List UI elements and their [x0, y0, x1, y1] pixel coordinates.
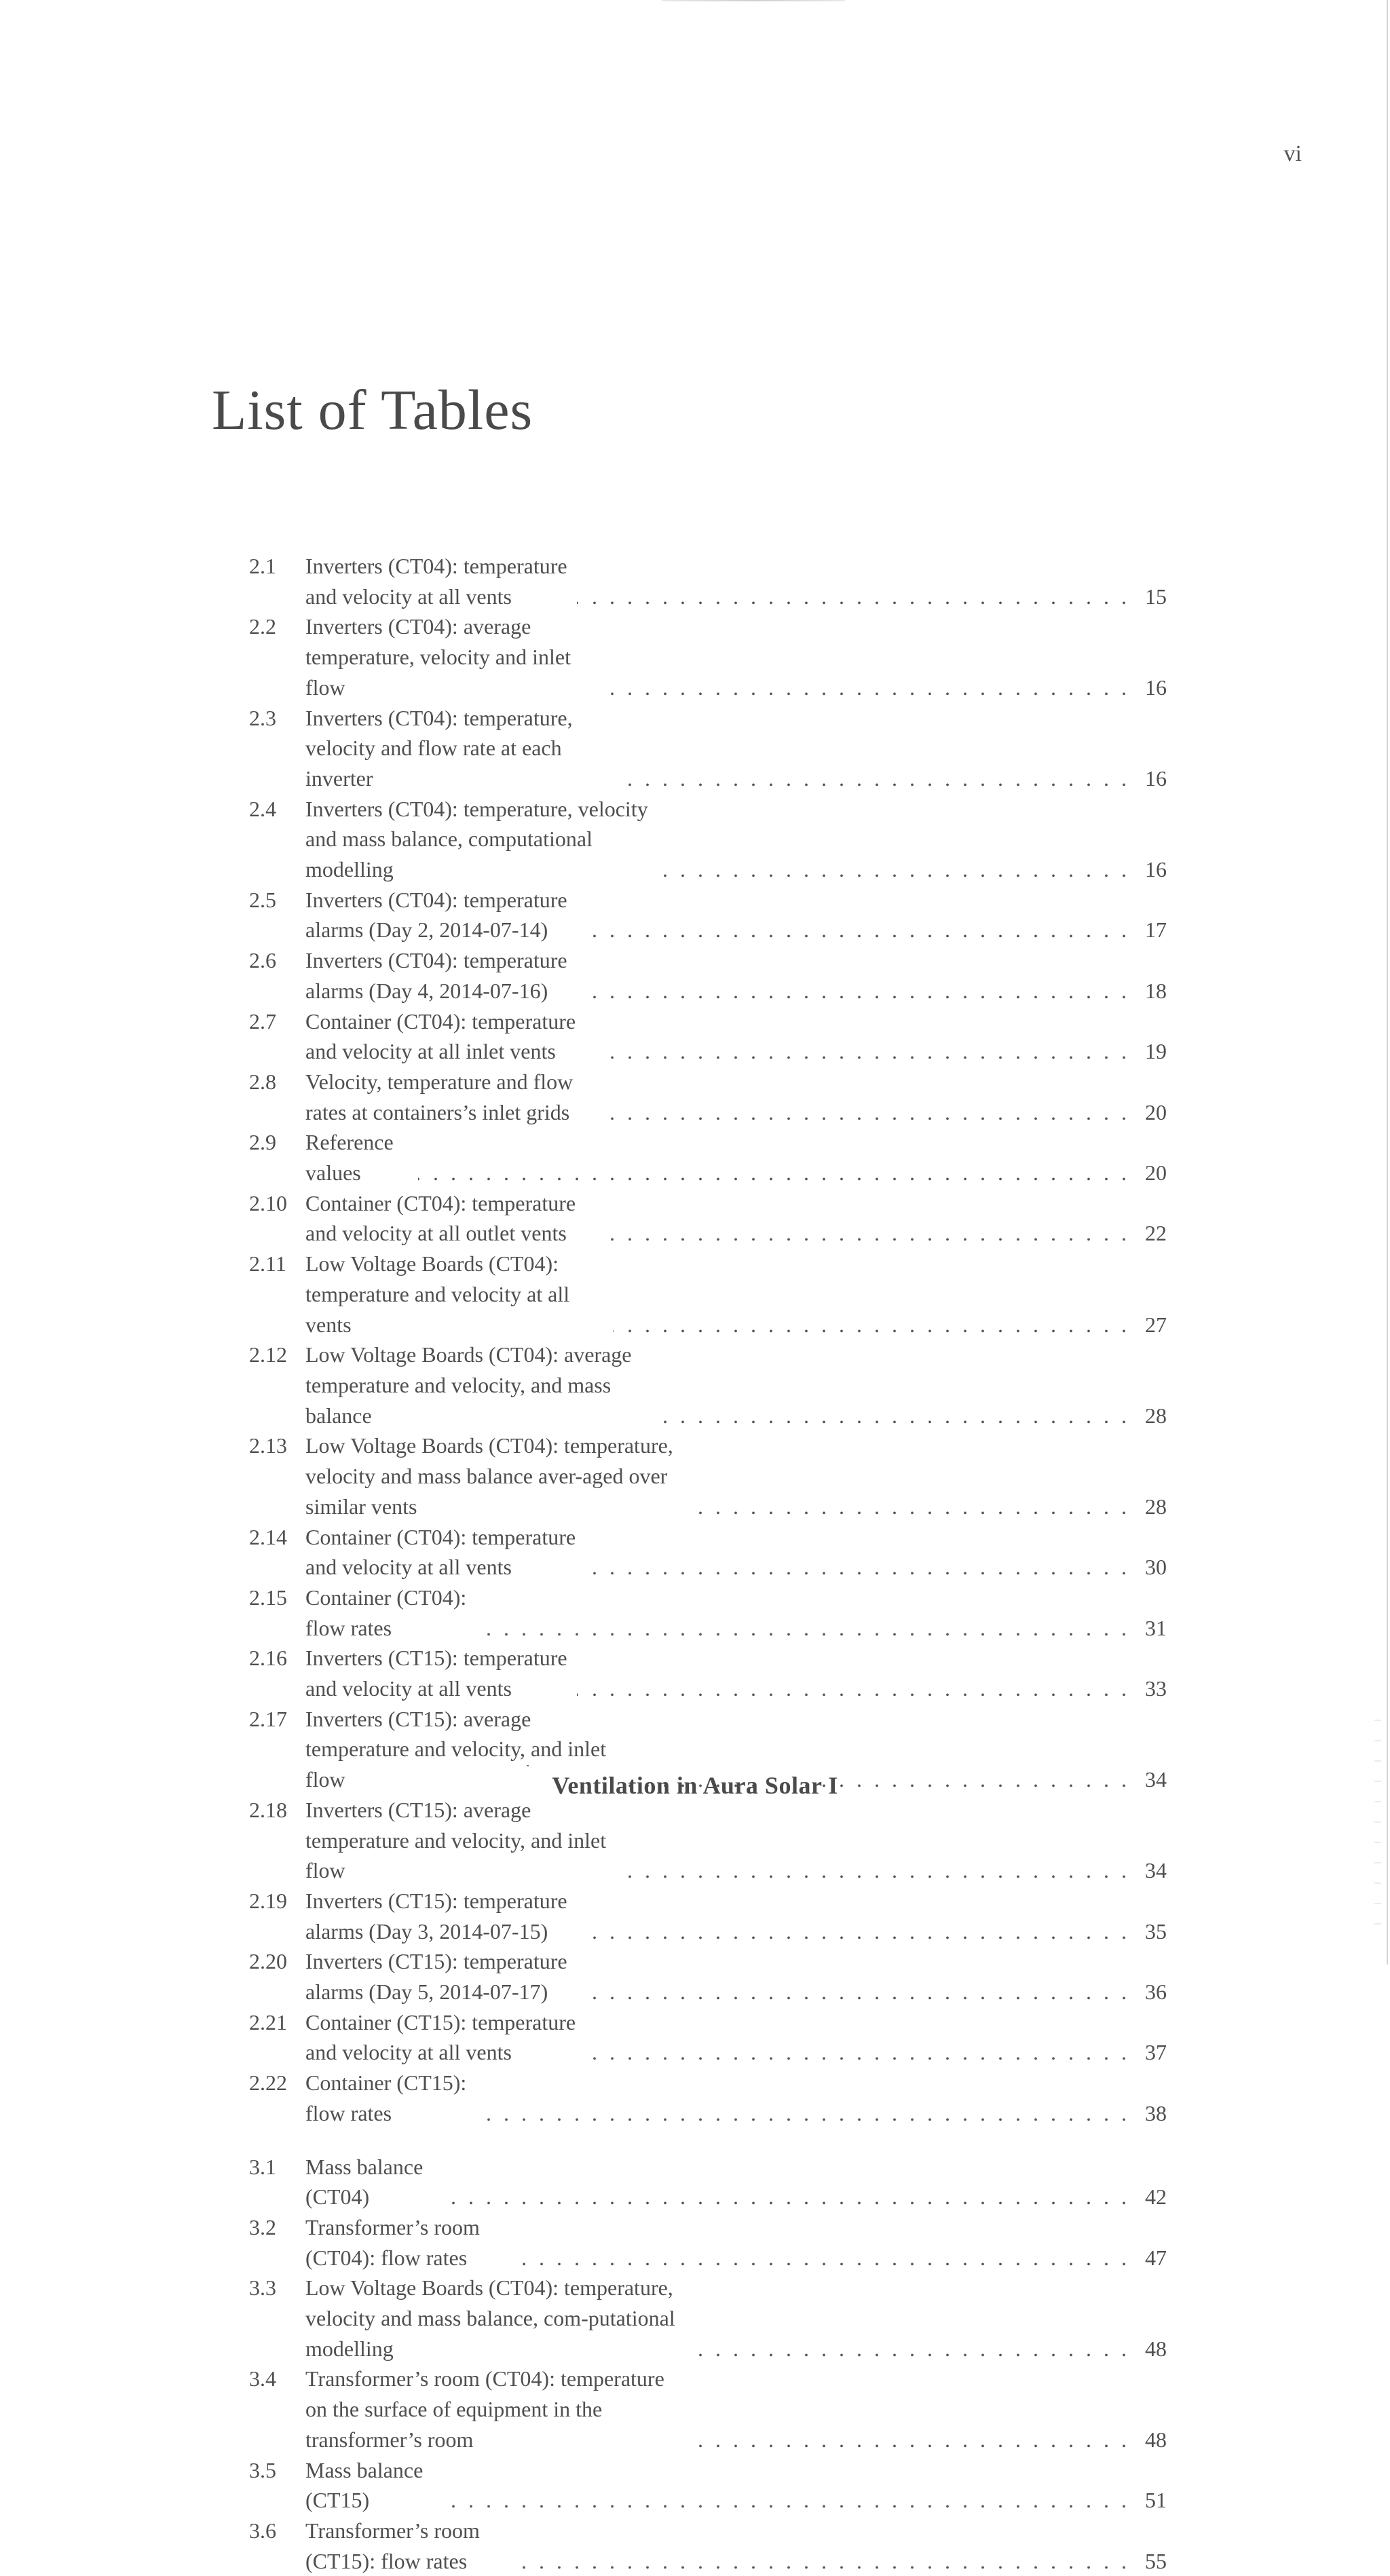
page-number: vi	[1283, 141, 1302, 166]
chapter-3-group	[249, 2152, 1167, 2576]
entry-body	[305, 1643, 1140, 1703]
entry-body	[305, 1886, 1140, 1946]
table-number: 2.3	[249, 705, 276, 730]
table-number: 2.20	[249, 1949, 287, 1974]
dot-leader	[622, 763, 1140, 794]
table-caption[interactable]: Reference values	[305, 1130, 394, 1186]
page-reference[interactable]: 28	[1145, 1403, 1167, 1428]
table-number: 2.14	[249, 1524, 287, 1549]
table-caption[interactable]: Inverters (CT04): average temperature, velocity and inlet flow	[305, 614, 571, 700]
table-number: 3.6	[249, 2518, 276, 2543]
table-number: 2.19	[249, 1888, 287, 1913]
dot-leader	[590, 976, 1140, 1006]
entry-body	[305, 1583, 1140, 1643]
list-item[interactable]	[249, 703, 1167, 794]
list-item[interactable]	[249, 1340, 1167, 1431]
dot-leader	[614, 1855, 1140, 1886]
dot-leader	[522, 2546, 1140, 2576]
entry-body	[305, 2068, 1140, 2128]
list-item[interactable]	[249, 1188, 1167, 1249]
page-reference[interactable]: 34	[1145, 1858, 1167, 1883]
list-item[interactable]	[249, 1795, 1167, 1886]
table-number: 2.5	[249, 887, 276, 912]
page-reference[interactable]: 20	[1145, 1099, 1167, 1124]
list-item[interactable]	[249, 2152, 1167, 2212]
table-caption[interactable]: Transformer’s room (CT15): flow rates	[305, 2518, 480, 2573]
page-reference[interactable]: 33	[1145, 1676, 1167, 1701]
table-caption[interactable]: Inverters (CT15): average temperature and velocity, and inlet flow	[305, 1797, 607, 1883]
table-caption[interactable]: Container (CT04): temperature and velocity at all vents	[305, 1524, 576, 1580]
scan-mark	[527, 1765, 529, 1766]
dot-leader	[418, 1158, 1140, 1188]
page-reference[interactable]: 42	[1145, 2184, 1167, 2210]
page-reference[interactable]: 48	[1145, 2427, 1167, 2452]
table-number: 3.5	[249, 2457, 276, 2482]
table-number: 2.9	[249, 1130, 276, 1155]
table-caption[interactable]: Transformer’s room (CT04): flow rates	[305, 2214, 480, 2270]
entry-body	[305, 794, 1140, 885]
chapter-2-group	[249, 551, 1167, 2129]
page-reference[interactable]: 15	[1145, 584, 1167, 609]
table-caption[interactable]: Inverters (CT04): temperature alarms (Day 4, 2014-07-16)	[305, 948, 567, 1003]
dot-leader	[600, 1218, 1140, 1249]
entry-body	[305, 1006, 1140, 1067]
table-number: 2.6	[249, 948, 276, 973]
list-item[interactable]	[249, 2455, 1167, 2516]
dot-leader	[580, 1552, 1140, 1583]
table-number: 2.15	[249, 1585, 287, 1610]
list-item[interactable]	[249, 611, 1167, 702]
page-reference[interactable]: 27	[1145, 1312, 1167, 1337]
table-number: 3.4	[249, 2366, 276, 2391]
table-number: 2.21	[249, 2009, 287, 2034]
dot-leader	[577, 582, 1140, 612]
table-number: 2.13	[249, 1433, 287, 1458]
entry-body	[305, 1431, 1140, 1521]
page-reference[interactable]: 48	[1145, 2336, 1167, 2361]
page-reference[interactable]: 16	[1145, 857, 1167, 882]
table-caption[interactable]: Inverters (CT15): temperature alarms (Day 5, 2014-07-17)	[305, 1949, 567, 2005]
table-number: 2.18	[249, 1797, 287, 1822]
entry-body	[305, 2212, 1140, 2273]
dot-leader	[478, 2098, 1140, 2129]
table-caption[interactable]: Inverters (CT15): temperature and velocity at all vents	[305, 1646, 567, 1701]
entry-body	[305, 2273, 1140, 2364]
table-caption[interactable]: Inverters (CT15): average temperature and velocity, and inlet flow	[305, 1706, 607, 1792]
table-number: 2.22	[249, 2070, 287, 2096]
scan-top-edge	[662, 0, 845, 1]
entry-body	[305, 1795, 1140, 1886]
table-number: 2.1	[249, 554, 276, 578]
dot-leader	[600, 1097, 1140, 1128]
dot-leader	[654, 1401, 1140, 1431]
page-reference[interactable]: 20	[1145, 1160, 1167, 1186]
table-caption[interactable]: Container (CT15): flow rates	[305, 2070, 467, 2125]
dot-leader	[590, 1977, 1140, 2007]
page-reference[interactable]: 38	[1145, 2100, 1167, 2125]
list-item[interactable]	[249, 1431, 1167, 1521]
page-reference[interactable]: 17	[1145, 917, 1167, 943]
list-item[interactable]	[249, 1127, 1167, 1188]
table-caption[interactable]: Inverters (CT15): temperature alarms (Day 3, 2014-07-15)	[305, 1888, 567, 1944]
list-item[interactable]	[249, 2007, 1167, 2068]
dot-leader	[522, 2243, 1140, 2273]
list-item[interactable]	[249, 945, 1167, 1006]
list-item[interactable]	[249, 1067, 1167, 1127]
dot-leader	[441, 2182, 1140, 2212]
table-number: 2.2	[249, 614, 276, 639]
table-caption[interactable]: Inverters (CT04): temperature, velocity and mass balance, computational modelling	[305, 796, 648, 882]
list-of-tables	[249, 551, 1167, 2576]
dot-leader	[590, 915, 1140, 945]
dot-leader	[687, 2425, 1140, 2455]
table-number: 2.10	[249, 1190, 287, 1215]
table-caption[interactable]: Velocity, temperature and flow rates at containers’s inlet grids	[305, 1069, 574, 1124]
page-reference[interactable]: 35	[1145, 1918, 1167, 1944]
dot-leader	[596, 1036, 1140, 1067]
dot-leader	[590, 1916, 1140, 1947]
document-footer-title: Ventilation in Aura Solar I	[552, 1772, 838, 1799]
table-number: 3.3	[249, 2275, 276, 2300]
table-number: 2.17	[249, 1706, 287, 1731]
dot-leader	[478, 1613, 1140, 1644]
list-item[interactable]	[249, 1946, 1167, 2007]
dot-leader	[613, 1310, 1140, 1340]
list-item[interactable]	[249, 1583, 1167, 1643]
entry-body	[305, 1127, 1140, 1188]
entry-body	[305, 2007, 1140, 2068]
page-reference[interactable]: 47	[1145, 2245, 1167, 2270]
table-number: 2.7	[249, 1008, 276, 1034]
entry-body	[305, 1946, 1140, 2007]
page-reference[interactable]: 18	[1145, 978, 1167, 1003]
page-reference[interactable]: 30	[1145, 1555, 1167, 1580]
dot-leader	[441, 2485, 1140, 2516]
table-caption[interactable]: Mass balance (CT15)	[305, 2457, 424, 2513]
table-number: 3.2	[249, 2214, 276, 2239]
dot-leader	[580, 2037, 1140, 2068]
entry-body	[305, 703, 1140, 794]
page-reference[interactable]: 16	[1145, 765, 1167, 791]
entry-body	[305, 885, 1140, 945]
entry-body	[305, 611, 1140, 702]
list-item[interactable]	[249, 2212, 1167, 2273]
page-reference[interactable]: 31	[1145, 1615, 1167, 1640]
table-caption[interactable]: Container (CT04): temperature and velocity at all outlet vents	[305, 1190, 576, 1246]
list-item[interactable]	[249, 885, 1167, 945]
table-caption[interactable]: Container (CT15): temperature and velocity at all vents	[305, 2009, 576, 2065]
list-item[interactable]	[249, 1249, 1167, 1340]
table-number: 2.4	[249, 796, 276, 821]
page-reference[interactable]: 19	[1145, 1039, 1167, 1064]
page-reference[interactable]: 51	[1145, 2488, 1167, 2513]
table-number: 2.8	[249, 1069, 276, 1094]
entry-body	[305, 1340, 1140, 1431]
list-item[interactable]	[249, 1006, 1167, 1067]
entry-body	[305, 2364, 1140, 2455]
scan-right-edge	[1387, 0, 1388, 1965]
list-item[interactable]	[249, 1643, 1167, 1703]
table-caption[interactable]: Low Voltage Boards (CT04): temperature, velocity and mass balance aver-aged over similar vents	[305, 1433, 673, 1519]
page-reference[interactable]: 37	[1145, 2040, 1167, 2065]
page-reference[interactable]: 28	[1145, 1494, 1167, 1519]
list-item[interactable]	[249, 2068, 1167, 2128]
table-caption[interactable]: Low Voltage Boards (CT04): temperature, velocity and mass balance, com-putational modelling	[305, 2275, 675, 2361]
page-reference[interactable]: 36	[1145, 1980, 1167, 2005]
table-caption[interactable]: Inverters (CT04): temperature and velocity at all vents	[305, 554, 567, 609]
table-number: 2.11	[249, 1251, 286, 1276]
entry-body	[305, 1522, 1140, 1583]
entry-body	[305, 1249, 1140, 1340]
page-reference[interactable]: 22	[1145, 1221, 1167, 1246]
dot-leader	[692, 1492, 1140, 1522]
entry-body	[305, 2516, 1140, 2576]
entry-body	[305, 2152, 1140, 2212]
dot-leader	[660, 854, 1140, 885]
entry-body	[305, 551, 1140, 611]
page-reference[interactable]: 55	[1145, 2548, 1167, 2573]
page-reference[interactable]: 34	[1145, 1767, 1167, 1792]
page-title: List of Tables	[212, 379, 533, 442]
list-item[interactable]	[249, 1522, 1167, 1583]
page-reference[interactable]: 16	[1145, 675, 1167, 700]
entry-body	[305, 1188, 1140, 1249]
list-item[interactable]	[249, 794, 1167, 885]
list-item[interactable]	[249, 2273, 1167, 2364]
dot-leader	[577, 1673, 1140, 1704]
scan-artifact	[1374, 1710, 1381, 1934]
table-caption[interactable]: Container (CT04): flow rates	[305, 1585, 467, 1640]
table-caption[interactable]: Inverters (CT04): temperature, velocity and flow rate at each inverter	[305, 705, 573, 791]
list-item[interactable]	[249, 1886, 1167, 1946]
table-caption[interactable]: Mass balance (CT04)	[305, 2154, 424, 2210]
table-caption[interactable]: Transformer’s room (CT04): temperature on the surface of equipment in the transformer’s room	[305, 2366, 664, 2452]
entry-body	[305, 2455, 1140, 2516]
table-number: 2.12	[249, 1342, 287, 1367]
entry-body	[305, 1067, 1140, 1127]
table-caption[interactable]: Low Voltage Boards (CT04): average temperature and velocity, and mass balance	[305, 1342, 632, 1428]
list-item[interactable]	[249, 551, 1167, 611]
list-item[interactable]	[249, 2364, 1167, 2455]
entry-body	[305, 945, 1140, 1006]
table-number: 2.16	[249, 1646, 287, 1671]
dot-leader	[601, 673, 1140, 703]
list-item[interactable]	[249, 2516, 1167, 2576]
table-caption[interactable]: Low Voltage Boards (CT04): temperature and velocity at all vents	[305, 1251, 570, 1337]
dot-leader	[688, 2334, 1140, 2364]
table-caption[interactable]: Inverters (CT04): temperature alarms (Day 2, 2014-07-14)	[305, 887, 567, 943]
table-caption[interactable]: Container (CT04): temperature and velocity at all inlet vents	[305, 1008, 576, 1064]
table-number: 3.1	[249, 2154, 276, 2179]
